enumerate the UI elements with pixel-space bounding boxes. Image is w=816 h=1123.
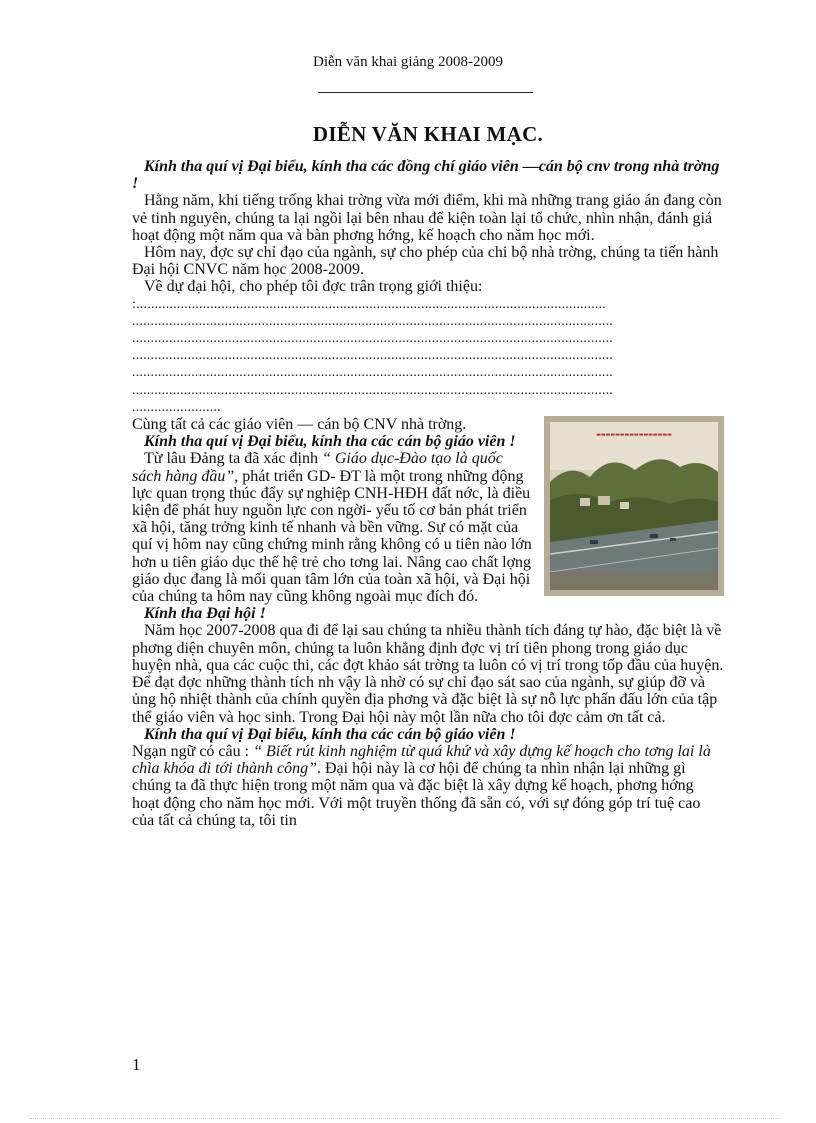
p5-body: , phát triển GD- ĐT là một trong những động lực quan trọng thúc đẩy sự nghiệp CNH-HĐH đất nớc, là điều kiện để phát huy nguồn lực con ngời- yếu tố cơ bản phát triển xã hội, tăng trởng kinh tế nhanh và bền vững. Sự có mặt của quí vị hôm nay cũng chứng minh rằng không có u tiên nào lớn hơn u tiên giáo dục thế hệ trẻ cho tơng lai. Nâng cao chất lợng giáo dục đang là mối quan tâm lớn của toàn xã hội, và Đại hội của chúng ta hôm nay cũng không ngoài mục đích đó. [132,467,532,606]
dotted-line: :............................................................................................................................... [132,296,606,312]
greeting-2: Kính tha quí vị Đại biểu, kính tha các cán bộ giáo viên ! [144,433,516,451]
dotted-line: .................................................................................................................................. [132,331,613,347]
svg-text:▬▬▬▬▬▬▬▬▬▬▬▬▬▬▬▬: ▬▬▬▬▬▬▬▬▬▬▬▬▬▬▬▬ [596,432,672,439]
p7-lead: Ngạn ngữ có câu : [132,742,254,760]
header-underline [318,92,533,93]
document-body [132,158,724,829]
paragraph-6: Năm học 2007-2008 qua đi để lại sau chúng ta nhiều thành tích đáng tự hào, đặc biệt là về phơng diện chuyên môn, chúng ta luôn khẳng định đợc vị trí tiên phong trong giáo dục huyện nhà, qua các cuộc thi, các đợt khảo sát trờng ta luôn có vị trí trong tốp đầu của huyện. Để đạt đợc những thành tích nh vậy là nhờ có sự chỉ đạo sát sao của ngành, sự giúp đỡ và ủng hộ nhiệt thành của chính quyền địa phơng và đặc biệt là sự nỗ lực phấn đấu lớn của tập thể giáo viên và học sinh. Trong Đại hội này một lần nữa cho tôi đợc cảm ơn tất cả. [132,622,724,726]
greeting-1: Kính tha quí vị Đại biểu, kính tha các đồng chí giáo viên —cán bộ cnv trong nhà trờng ! [132,158,720,193]
paragraph-4: Cùng tất cả các giáo viên — cán bộ CNV nhà trờng. [132,416,467,434]
dotted-line: ........................ [132,399,221,415]
footer-divider [30,1118,780,1119]
p5-lead: Từ lâu Đảng ta đã xác định [144,450,322,468]
page-number: 1 [132,1055,141,1074]
paragraph-2: Hôm nay, đợc sự chỉ đạo của ngành, sự cho phép của chi bộ nhà trờng, chúng ta tiến hành Đại hội CNVC năm học 2008-2009. [132,244,719,279]
greeting-3: Kính tha Đại hội ! [144,605,266,623]
p5-quote: “ Giáo dục-Đào tạo là quốc sách hàng đầu” [132,450,503,485]
document-title: DIỄN VĂN KHAI MẠC. [312,122,544,146]
paragraph-7 [132,743,724,829]
photo-figure [544,416,724,596]
dotted-line: .................................................................................................................................. [132,348,613,364]
paragraph-3: Về dự đại hội, cho phép tôi đợc trân trọng giới thiệu: [144,278,483,296]
running-header: Diễn văn khai giảng 2008-2009 [313,54,503,70]
p7-quote: “ Biết rút kinh nghiệm từ quá khứ và xây dựng kế hoạch cho tơng lai là chìa khóa đi tới thành công” [132,742,711,778]
p7-body: . Đại hội này là cơ hội để chúng ta nhìn nhận lại những gì chúng ta đã thực hiện trong một năm qua và đặc biệt là xây dựng kế hoạch, phơng hớng hoạt động cho năm học mới. Với một truyền thống đã sẵn có, với sự đóng góp trí tuệ cao của tất cả chúng ta, tôi tin [132,760,701,829]
greeting-4: Kính tha quí vị Đại biểu, kính tha các cán bộ giáo viên ! [144,725,516,743]
paragraph-1: Hằng năm, khi tiếng trống khai trờng vừa mới điểm, khi mà những trang giáo án đang còn vẻ tinh nguyên, chúng ta lại ngồi lại bên nhau để kiện toàn lại tổ chức, nhìn nhận, đánh giá hoạt động một năm qua và bàn phơng hớng, kế hoạch cho năm học mới. [132,192,722,244]
dotted-line: .................................................................................................................................. [132,313,613,329]
photo-illustration [550,422,718,590]
dotted-line: .................................................................................................................................. [132,365,613,381]
landscape-photo-icon [544,416,724,596]
dotted-line: .................................................................................................................................. [132,382,613,398]
